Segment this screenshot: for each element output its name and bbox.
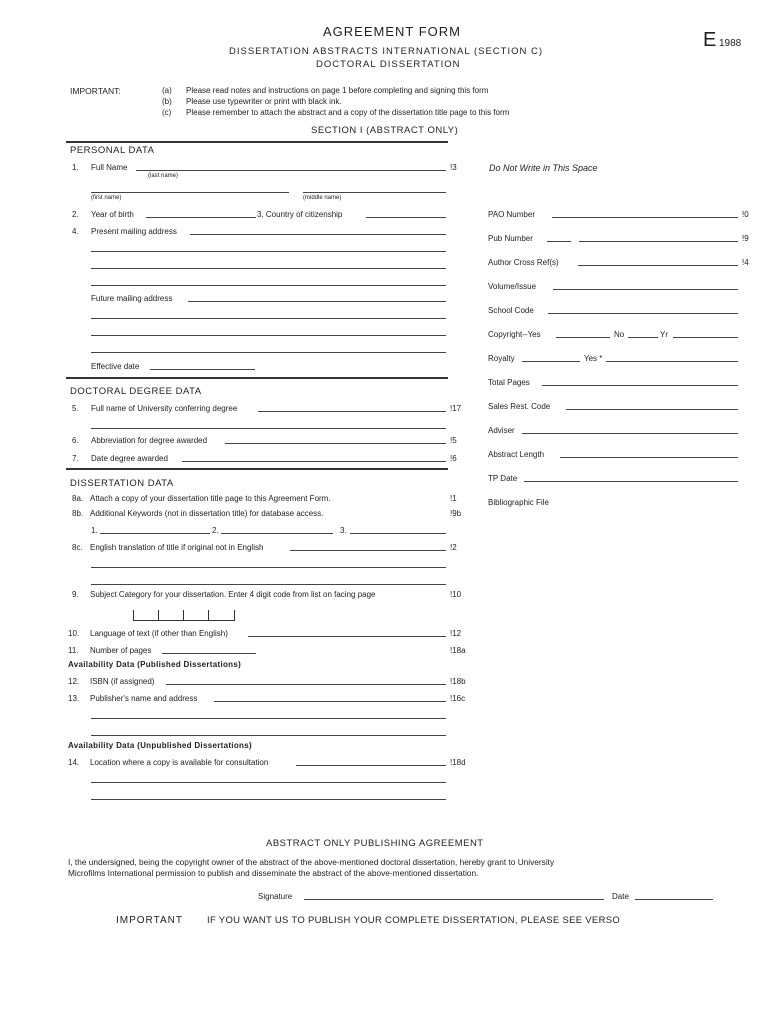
q10-number: 10. (68, 629, 80, 638)
q5-label: Full name of University conferring degree (91, 404, 238, 413)
section-title: SECTION I (ABSTRACT ONLY) (311, 125, 459, 136)
degree-heading: DOCTORAL DEGREE DATA (70, 386, 202, 397)
important-tag-a: (a) (162, 86, 172, 95)
agreement-text-1: I, the undersigned, being the copyright owner of the abstract of the above-mentioned doctoral dissertation, hereby grant to University (68, 857, 555, 867)
q4-number: 4. (72, 227, 79, 236)
location-line[interactable] (91, 782, 446, 783)
keyword-1-field[interactable] (100, 533, 210, 534)
pub-field-a (547, 241, 571, 242)
author-ref-label: Author Cross Ref(s) (488, 258, 559, 267)
sales-rest-label: Sales Rest. Code (488, 402, 551, 411)
code-box-divider (158, 610, 159, 620)
copyright-yr-label: Yr (660, 330, 668, 339)
date-field[interactable] (635, 899, 713, 900)
royalty-yes-field (606, 361, 738, 362)
q13-number: 13. (68, 694, 80, 703)
availability-published-heading: Availability Data (Published Dissertations) (68, 660, 242, 669)
translation-line[interactable] (91, 584, 446, 585)
q12-code: !18b (450, 677, 466, 686)
q8a-code: !1 (450, 494, 457, 503)
form-year: 1988 (719, 38, 742, 49)
q8b-code: !9b (450, 509, 462, 518)
translation-field[interactable] (290, 550, 446, 551)
q2-label: Year of birth (91, 210, 134, 219)
copyright-yr-field (673, 337, 738, 338)
important-text-b: Please use typewriter or print with black ink. (186, 97, 342, 106)
year-of-birth-field[interactable] (146, 217, 256, 218)
q14-code: !18d (450, 758, 466, 767)
bibliographic-file-label: Bibliographic File (488, 498, 549, 507)
code-box-divider (208, 610, 209, 620)
code-box-divider (183, 610, 184, 620)
location-field[interactable] (296, 765, 446, 766)
pao-field (552, 217, 738, 218)
subject-code-boxes[interactable] (133, 610, 235, 621)
office-use-heading: Do Not Write in This Space (489, 163, 598, 173)
first-name-caption: (first name) (91, 195, 122, 201)
adviser-field (522, 433, 738, 434)
personal-heading: PERSONAL DATA (70, 145, 155, 156)
important-text-c: Please remember to attach the abstract and a copy of the dissertation title page to this form (186, 108, 510, 117)
pub-code: !9 (742, 234, 749, 243)
q5-code: !17 (450, 404, 462, 413)
section-rule (66, 141, 448, 143)
q14-number: 14. (68, 758, 80, 767)
q2-number: 2. (72, 210, 79, 219)
dissertation-heading: DISSERTATION DATA (70, 478, 174, 489)
q9-label: Subject Category for your dissertation. Enter 4 digit code from list on facing page (90, 590, 376, 599)
abstract-length-label: Abstract Length (488, 450, 545, 459)
q10-label: Language of text (if other than English) (90, 629, 228, 638)
q12-label: ISBN (if assigned) (90, 677, 155, 686)
pub-label: Pub Number (488, 234, 533, 243)
future-address-line[interactable] (91, 318, 446, 319)
q8b-number: 8b. (72, 509, 84, 518)
q7-number: 7. (72, 454, 79, 463)
keyword-3-field[interactable] (350, 533, 446, 534)
q1-label: Full Name (91, 163, 128, 172)
tp-date-label: TP Date (488, 474, 518, 483)
total-pages-label: Total Pages (488, 378, 530, 387)
q8a-number: 8a. (72, 494, 84, 503)
mailing-address-field[interactable] (190, 234, 446, 235)
keyword-2-field[interactable] (221, 533, 333, 534)
sales-rest-field (566, 409, 738, 410)
publisher-line[interactable] (91, 718, 446, 719)
middle-name-caption: (middle name) (303, 195, 342, 201)
copyright-no-label: No (614, 330, 625, 339)
future-address-line[interactable] (91, 335, 446, 336)
school-code-label: School Code (488, 306, 534, 315)
q4-label: Present mailing address (91, 227, 177, 236)
form-letter: E (703, 29, 717, 51)
q11-number: 11. (68, 646, 79, 655)
q7-label: Date degree awarded (91, 454, 168, 463)
language-field[interactable] (248, 636, 446, 637)
q11-code: !18a (450, 646, 466, 655)
author-ref-field (578, 265, 738, 266)
first-name-field[interactable] (91, 192, 289, 193)
royalty-yes-label: Yes * (584, 354, 603, 363)
q8c-code: !2 (450, 543, 457, 552)
q6-label: Abbreviation for degree awarded (91, 436, 208, 445)
pao-code: !0 (742, 210, 749, 219)
important-tag-c: (c) (162, 108, 172, 117)
footer-important-label: IMPORTANT (116, 915, 183, 926)
important-label: IMPORTANT: (70, 86, 121, 96)
full-name-field[interactable] (136, 170, 446, 171)
future-address-label: Future mailing address (91, 294, 173, 303)
form-subtitle-2: DOCTORAL DISSERTATION (316, 59, 461, 70)
abstract-length-field (560, 457, 738, 458)
q3-label: 3. Country of citizenship (257, 210, 343, 219)
q6-code: !5 (450, 436, 457, 445)
university-line[interactable] (91, 428, 446, 429)
footer-important-text: IF YOU WANT US TO PUBLISH YOUR COMPLETE DISSERTATION, PLEASE SEE VERSO (207, 915, 621, 926)
last-name-caption: (last name) (148, 173, 179, 179)
form-subtitle-1: DISSERTATION ABSTRACTS INTERNATIONAL (SECTION C) (229, 46, 544, 57)
q9-number: 9. (72, 590, 79, 599)
keyword-2-label: 2. (212, 526, 219, 535)
q8b-label: Additional Keywords (not in dissertation title) for database access. (90, 509, 324, 518)
volume-field (553, 289, 738, 290)
q9-code: !10 (450, 590, 462, 599)
future-address-line[interactable] (91, 352, 446, 353)
mailing-address-line[interactable] (91, 268, 446, 269)
tp-date-field (524, 481, 738, 482)
q10-code: !12 (450, 629, 462, 638)
copyright-yes-field (556, 337, 610, 338)
q5-number: 5. (72, 404, 79, 413)
date-label: Date (612, 892, 629, 901)
volume-label: Volume/Issue (488, 282, 537, 291)
mailing-address-line[interactable] (91, 251, 446, 252)
important-tag-b: (b) (162, 97, 172, 106)
total-pages-field (542, 385, 738, 386)
keyword-1-label: 1. (91, 526, 98, 535)
publisher-line[interactable] (91, 735, 446, 736)
form-title: AGREEMENT FORM (323, 24, 461, 39)
location-line[interactable] (91, 799, 446, 800)
copyright-label: Copyright--Yes (488, 330, 541, 339)
future-address-field[interactable] (188, 301, 446, 302)
q1-number: 1. (72, 163, 79, 172)
effective-date-label: Effective date (91, 362, 140, 371)
copyright-no-field (628, 337, 658, 338)
q12-number: 12. (68, 677, 80, 686)
publisher-field[interactable] (214, 701, 446, 702)
effective-date-field[interactable] (150, 369, 255, 370)
signature-label: Signature (258, 892, 293, 901)
translation-line[interactable] (91, 567, 446, 568)
pages-field[interactable] (162, 653, 256, 654)
q7-code: !6 (450, 454, 457, 463)
middle-name-field[interactable] (303, 192, 446, 193)
q11-label: Number of pages (90, 646, 152, 655)
availability-unpublished-heading: Availability Data (Unpublished Dissertations) (68, 741, 252, 750)
q8c-label: English translation of title if original not in English (90, 543, 264, 552)
pub-field-b (579, 241, 738, 242)
section-rule (66, 377, 448, 379)
isbn-field[interactable] (166, 684, 446, 685)
q8a-label: Attach a copy of your dissertation title page to this Agreement Form. (90, 494, 331, 503)
q8c-number: 8c. (72, 543, 83, 552)
q13-label: Publisher's name and address (90, 694, 198, 703)
royalty-field (522, 361, 580, 362)
university-field[interactable] (258, 411, 446, 412)
pao-label: PAO Number (488, 210, 535, 219)
q6-number: 6. (72, 436, 79, 445)
degree-abbrev-field[interactable] (225, 443, 446, 444)
adviser-label: Adviser (488, 426, 515, 435)
mailing-address-line[interactable] (91, 285, 446, 286)
school-code-field (548, 313, 738, 314)
author-ref-code: !4 (742, 258, 749, 267)
agreement-text-2: Microfilms International permission to publish and disseminate the abstract of the above-mentioned dissertation. (68, 868, 479, 878)
signature-field[interactable] (304, 899, 604, 900)
citizenship-field[interactable] (366, 217, 446, 218)
royalty-label: Royalty (488, 354, 515, 363)
keyword-3-label: 3. (340, 526, 347, 535)
important-text-a: Please read notes and instructions on page 1 before completing and signing this form (186, 86, 489, 95)
q14-label: Location where a copy is available for consultation (90, 758, 269, 767)
q1-code: !3 (450, 163, 457, 172)
q13-code: !16c (450, 694, 466, 703)
degree-date-field[interactable] (182, 461, 446, 462)
section-rule (66, 468, 448, 470)
agreement-heading: ABSTRACT ONLY PUBLISHING AGREEMENT (266, 838, 484, 849)
